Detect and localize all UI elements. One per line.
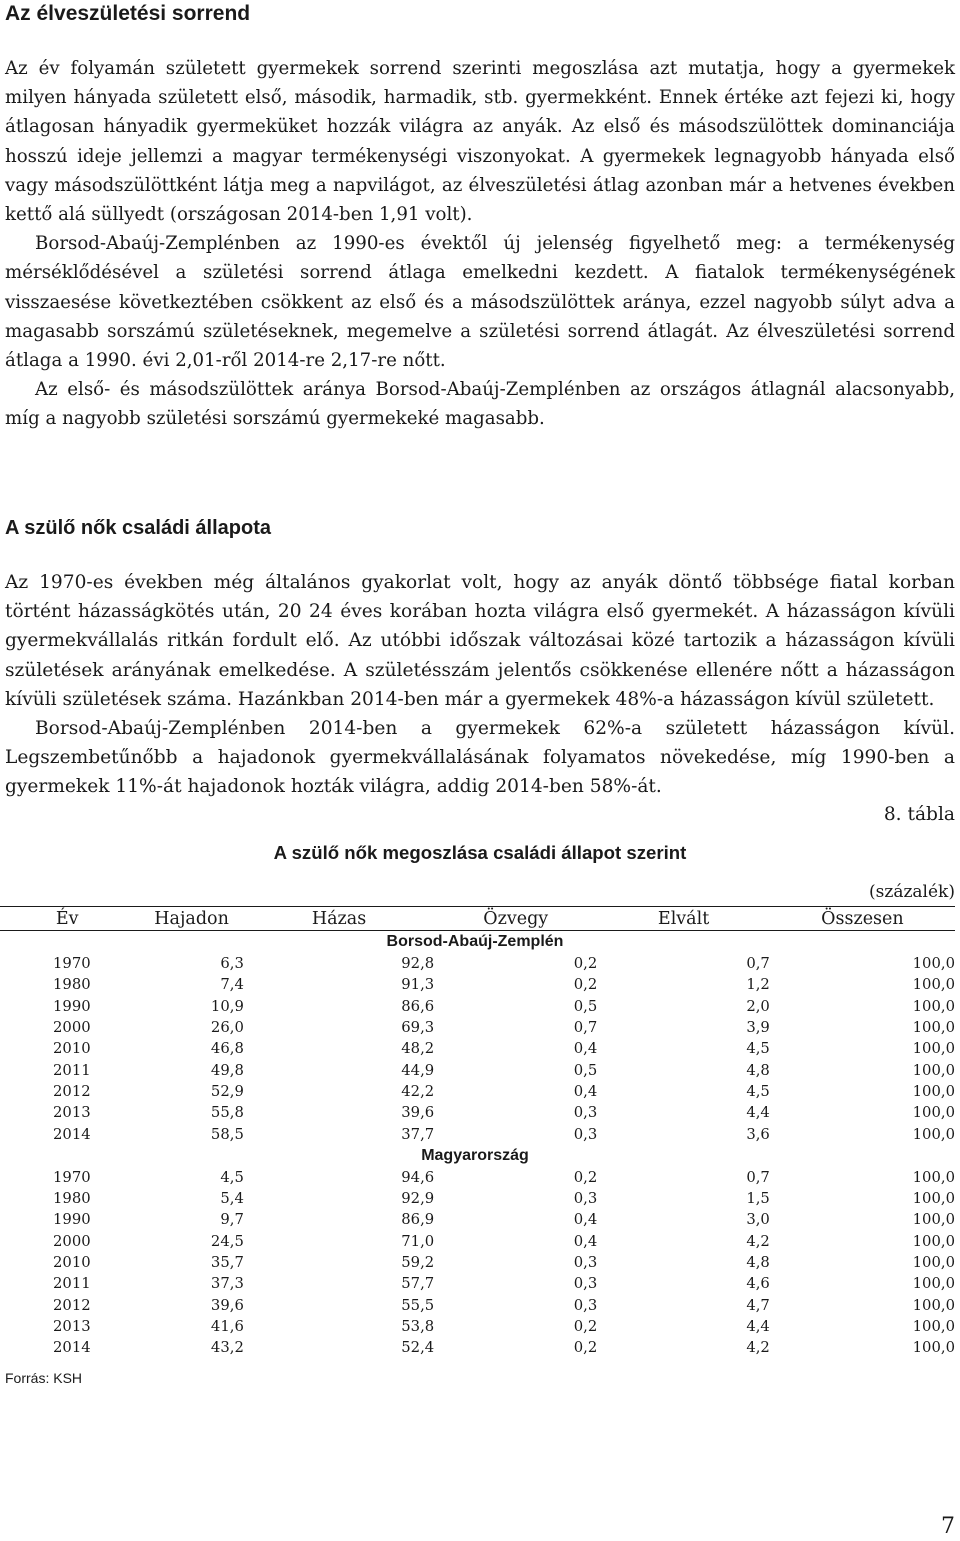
cell-unmarried: 5,4 [220,1190,244,1208]
cell-widowed: 0,7 [573,1019,598,1037]
cell-married: 69,3 [401,1019,435,1037]
table-source: Forrás: KSH [5,1370,83,1386]
table-row [0,1123,955,1144]
cell-divorced: 4,5 [746,1082,770,1100]
cell-divorced: 4,2 [746,1339,770,1357]
cell-unmarried: 41,6 [210,1317,244,1335]
cell-unmarried: 24,5 [210,1232,244,1250]
table-row [0,1038,955,1059]
cell-widowed: 0,3 [573,1190,598,1208]
cell-married: 52,4 [401,1339,435,1357]
marital-status-table [0,906,955,1358]
cell-widowed: 0,3 [573,1275,598,1293]
table-row [0,1017,955,1038]
cell-unmarried: 55,8 [210,1104,244,1122]
cell-total: 100,0 [912,1275,955,1293]
cell-unmarried: 39,6 [210,1296,244,1314]
col-header-year: Év [0,907,139,931]
table-row [0,1337,955,1358]
cell-married: 92,9 [401,1190,435,1208]
cell-year: 2000 [53,1019,91,1037]
table-group-label: Borsod-Abaúj-Zemplén [386,933,564,950]
cell-married: 39,6 [401,1104,435,1122]
cell-year: 2011 [53,1061,91,1079]
section-birth-order-body [5,54,955,434]
table-title: A szülő nők megoszlása családi állapot szerint [273,842,687,863]
cell-divorced: 4,8 [746,1254,770,1271]
cell-married: 48,2 [401,1040,435,1058]
cell-married: 57,7 [401,1275,435,1293]
cell-widowed: 0,2 [573,976,598,994]
cell-unmarried: 35,7 [210,1254,244,1271]
cell-year: 2012 [53,1082,91,1100]
cell-married: 71,0 [401,1232,435,1250]
cell-total: 100,0 [912,1104,955,1122]
cell-widowed: 0,2 [573,1339,598,1357]
cell-year: 1970 [53,955,91,973]
cell-unmarried: 37,3 [210,1275,244,1293]
cell-year: 1980 [53,976,91,994]
table-reference: 8. tábla [883,804,955,825]
col-header-widowed: Özvegy [434,907,597,931]
cell-unmarried: 4,5 [220,1168,244,1186]
section-marital-status-body [5,568,955,802]
cell-widowed: 0,4 [573,1040,598,1058]
col-header-married: Házas [244,907,434,931]
cell-total: 100,0 [912,955,955,973]
cell-married: 44,9 [401,1061,435,1079]
cell-total: 100,0 [912,997,955,1015]
cell-year: 2014 [53,1339,91,1357]
cell-year: 1970 [53,1168,91,1186]
cell-divorced: 2,0 [746,997,770,1015]
table-row [0,1252,955,1273]
paragraph-birth-order-intro: Az év folyamán született gyermekek sorrend szerinti megoszlása azt mutatja, hogy a gyermekek milyen hányada született első, második, harmadik, stb. gyermekként. Ennek értéke azt fejezi ki, hogy átlagosan hányadik gyermeküket hozzák világra az anyák. Az első és másodszülöttek dominanciája hosszú ideje jellemzi a magyar termékenységi viszonyokat. A gyermekek legnagyobb hányada első vagy másodszülöttként látja meg a napvilágot, az élveszületési átlag azonban már a hetvenes években kettő alá süllyedt (országosan 2014-ben 1,91 volt). [5,58,955,226]
cell-married: 91,3 [401,976,435,994]
cell-married: 53,8 [401,1317,435,1335]
col-header-unmarried: Hajadon [139,907,244,931]
cell-total: 100,0 [912,1339,955,1357]
cell-married: 59,2 [401,1254,435,1271]
cell-unmarried: 26,0 [210,1019,244,1037]
table-group-row [0,931,955,954]
col-header-divorced: Elvált [597,907,770,931]
cell-widowed: 0,5 [573,997,598,1015]
cell-divorced: 1,5 [746,1190,770,1208]
cell-total: 100,0 [912,976,955,994]
cell-divorced: 4,4 [746,1104,770,1122]
cell-widowed: 0,4 [573,1082,598,1100]
cell-widowed: 0,2 [573,1317,598,1335]
cell-divorced: 4,6 [746,1275,770,1293]
table-row [0,996,955,1017]
table-row [0,1081,955,1102]
cell-widowed: 0,3 [573,1296,598,1314]
table-row [0,1231,955,1252]
page-number: 7 [941,1514,955,1539]
cell-total: 100,0 [912,1211,955,1229]
cell-total: 100,0 [912,1254,955,1271]
table-row [0,1167,955,1188]
col-header-total: Összesen [770,907,955,931]
cell-divorced: 4,4 [746,1317,770,1335]
cell-divorced: 4,5 [746,1040,770,1058]
table-group-label: Magyarország [421,1146,529,1164]
cell-unmarried: 52,9 [210,1082,244,1100]
cell-total: 100,0 [912,1232,955,1250]
cell-unmarried: 9,7 [220,1211,244,1229]
cell-unmarried: 46,8 [210,1040,244,1058]
cell-widowed: 0,2 [573,1168,598,1186]
cell-unmarried: 6,3 [220,955,244,973]
cell-married: 37,7 [401,1125,435,1143]
table-row [0,1316,955,1337]
cell-widowed: 0,3 [573,1104,598,1122]
cell-divorced: 4,2 [746,1232,770,1250]
paragraph-birth-order-county: Borsod-Abaúj-Zemplénben az 1990-es évektől új jelenség figyelhető meg: a termékenység mérséklődésével a születési sorrend átlaga emelkedni kezdett. A fiatalok termékenységének visszaesése következtében csökkent az első és a másodszülöttek aránya, ezzel nagyobb súlyt adva a magasabb sorszámú születéseknek, megemelve a születési sorrend átlagát. Az élveszületési sorrend átlaga a 1990. évi 2,01-ről 2014-re 2,17-re nőtt. [5,233,955,372]
table-row [0,1273,955,1294]
cell-divorced: 4,8 [746,1061,770,1079]
cell-married: 42,2 [401,1082,435,1100]
cell-year: 2010 [53,1254,91,1271]
cell-divorced: 3,6 [746,1125,770,1143]
cell-widowed: 0,3 [573,1254,598,1271]
cell-divorced: 0,7 [746,955,770,973]
cell-total: 100,0 [912,1125,955,1143]
cell-married: 94,6 [401,1168,435,1186]
cell-year: 2013 [53,1317,91,1335]
cell-unmarried: 43,2 [210,1339,244,1357]
cell-total: 100,0 [912,1061,955,1079]
cell-total: 100,0 [912,1190,955,1208]
cell-divorced: 3,9 [746,1019,770,1037]
cell-year: 1990 [53,1211,91,1229]
cell-total: 100,0 [912,1296,955,1314]
paragraph-marital-status-county: Borsod-Abaúj-Zemplénben 2014-ben a gyermekek 62%-a született házasságon kívül. Legszembetűnőbb a hajadonok gyermekvállalásának folyamatos növekedése, míg 1990-ben a gyermekek 11%-át hajadonok hozták világra, addig 2014-ben 58%-át. [5,718,955,798]
section-title-marital-status: A szülő nők családi állapota [5,517,271,539]
cell-married: 86,9 [401,1211,435,1229]
table-header-row [0,907,955,931]
cell-year: 2010 [53,1040,91,1058]
paragraph-birth-order-comparison: Az első- és másodszülöttek aránya Borsod-Abaúj-Zemplénben az országos átlagnál alacsonyabb, míg a nagyobb születési sorszámú gyermekeké magasabb. [5,379,955,430]
cell-total: 100,0 [912,1040,955,1058]
cell-year: 2012 [53,1296,91,1314]
cell-widowed: 0,2 [573,955,598,973]
table-row [0,1294,955,1315]
cell-total: 100,0 [912,1019,955,1037]
cell-unmarried: 49,8 [210,1061,244,1079]
cell-divorced: 1,2 [746,976,770,994]
cell-unmarried: 58,5 [210,1125,244,1143]
cell-year: 2000 [53,1232,91,1250]
cell-widowed: 0,4 [573,1211,598,1229]
cell-married: 86,6 [401,997,435,1015]
cell-year: 2011 [53,1275,91,1293]
cell-unmarried: 10,9 [210,997,244,1015]
table-row [0,974,955,995]
cell-widowed: 0,5 [573,1061,598,1079]
table-body [0,931,955,1359]
table-group-row [0,1145,955,1167]
cell-divorced: 0,7 [746,1168,770,1186]
section-title-birth-order: Az élveszületési sorrend [5,2,251,25]
table-row [0,1188,955,1209]
paragraph-marital-status-intro: Az 1970-es években még általános gyakorlat volt, hogy az anyák döntő többsége fiatal korban történt házasságkötés után, 20 24 éves korában hozta világra első gyermekét. A házasságon kívüli gyermekvállalás ritkán fordult elő. Az utóbbi időszak változásai közé tartozik a házasságon kívüli születések arányának emelkedése. A születésszám jelentős csökkenése ellenére nőtt a házasságon kívüli születések száma. Hazánkban 2014-ben már a gyermekek 48%-a házasságon kívül született. [5,572,955,710]
table-row [0,1209,955,1230]
table-row [0,1102,955,1123]
cell-divorced: 4,7 [746,1296,770,1314]
table-row [0,953,955,974]
cell-widowed: 0,4 [573,1232,598,1250]
cell-total: 100,0 [912,1082,955,1100]
cell-year: 1980 [53,1190,91,1208]
cell-year: 2013 [53,1104,91,1122]
cell-married: 55,5 [401,1296,435,1314]
cell-year: 1990 [53,997,91,1015]
cell-divorced: 3,0 [746,1211,770,1229]
cell-year: 2014 [53,1125,91,1143]
table-unit: (százalék) [869,882,955,902]
cell-unmarried: 7,4 [220,976,244,994]
cell-total: 100,0 [912,1317,955,1335]
table-row [0,1059,955,1080]
cell-married: 92,8 [401,955,435,973]
cell-total: 100,0 [912,1168,955,1186]
cell-widowed: 0,3 [573,1125,598,1143]
